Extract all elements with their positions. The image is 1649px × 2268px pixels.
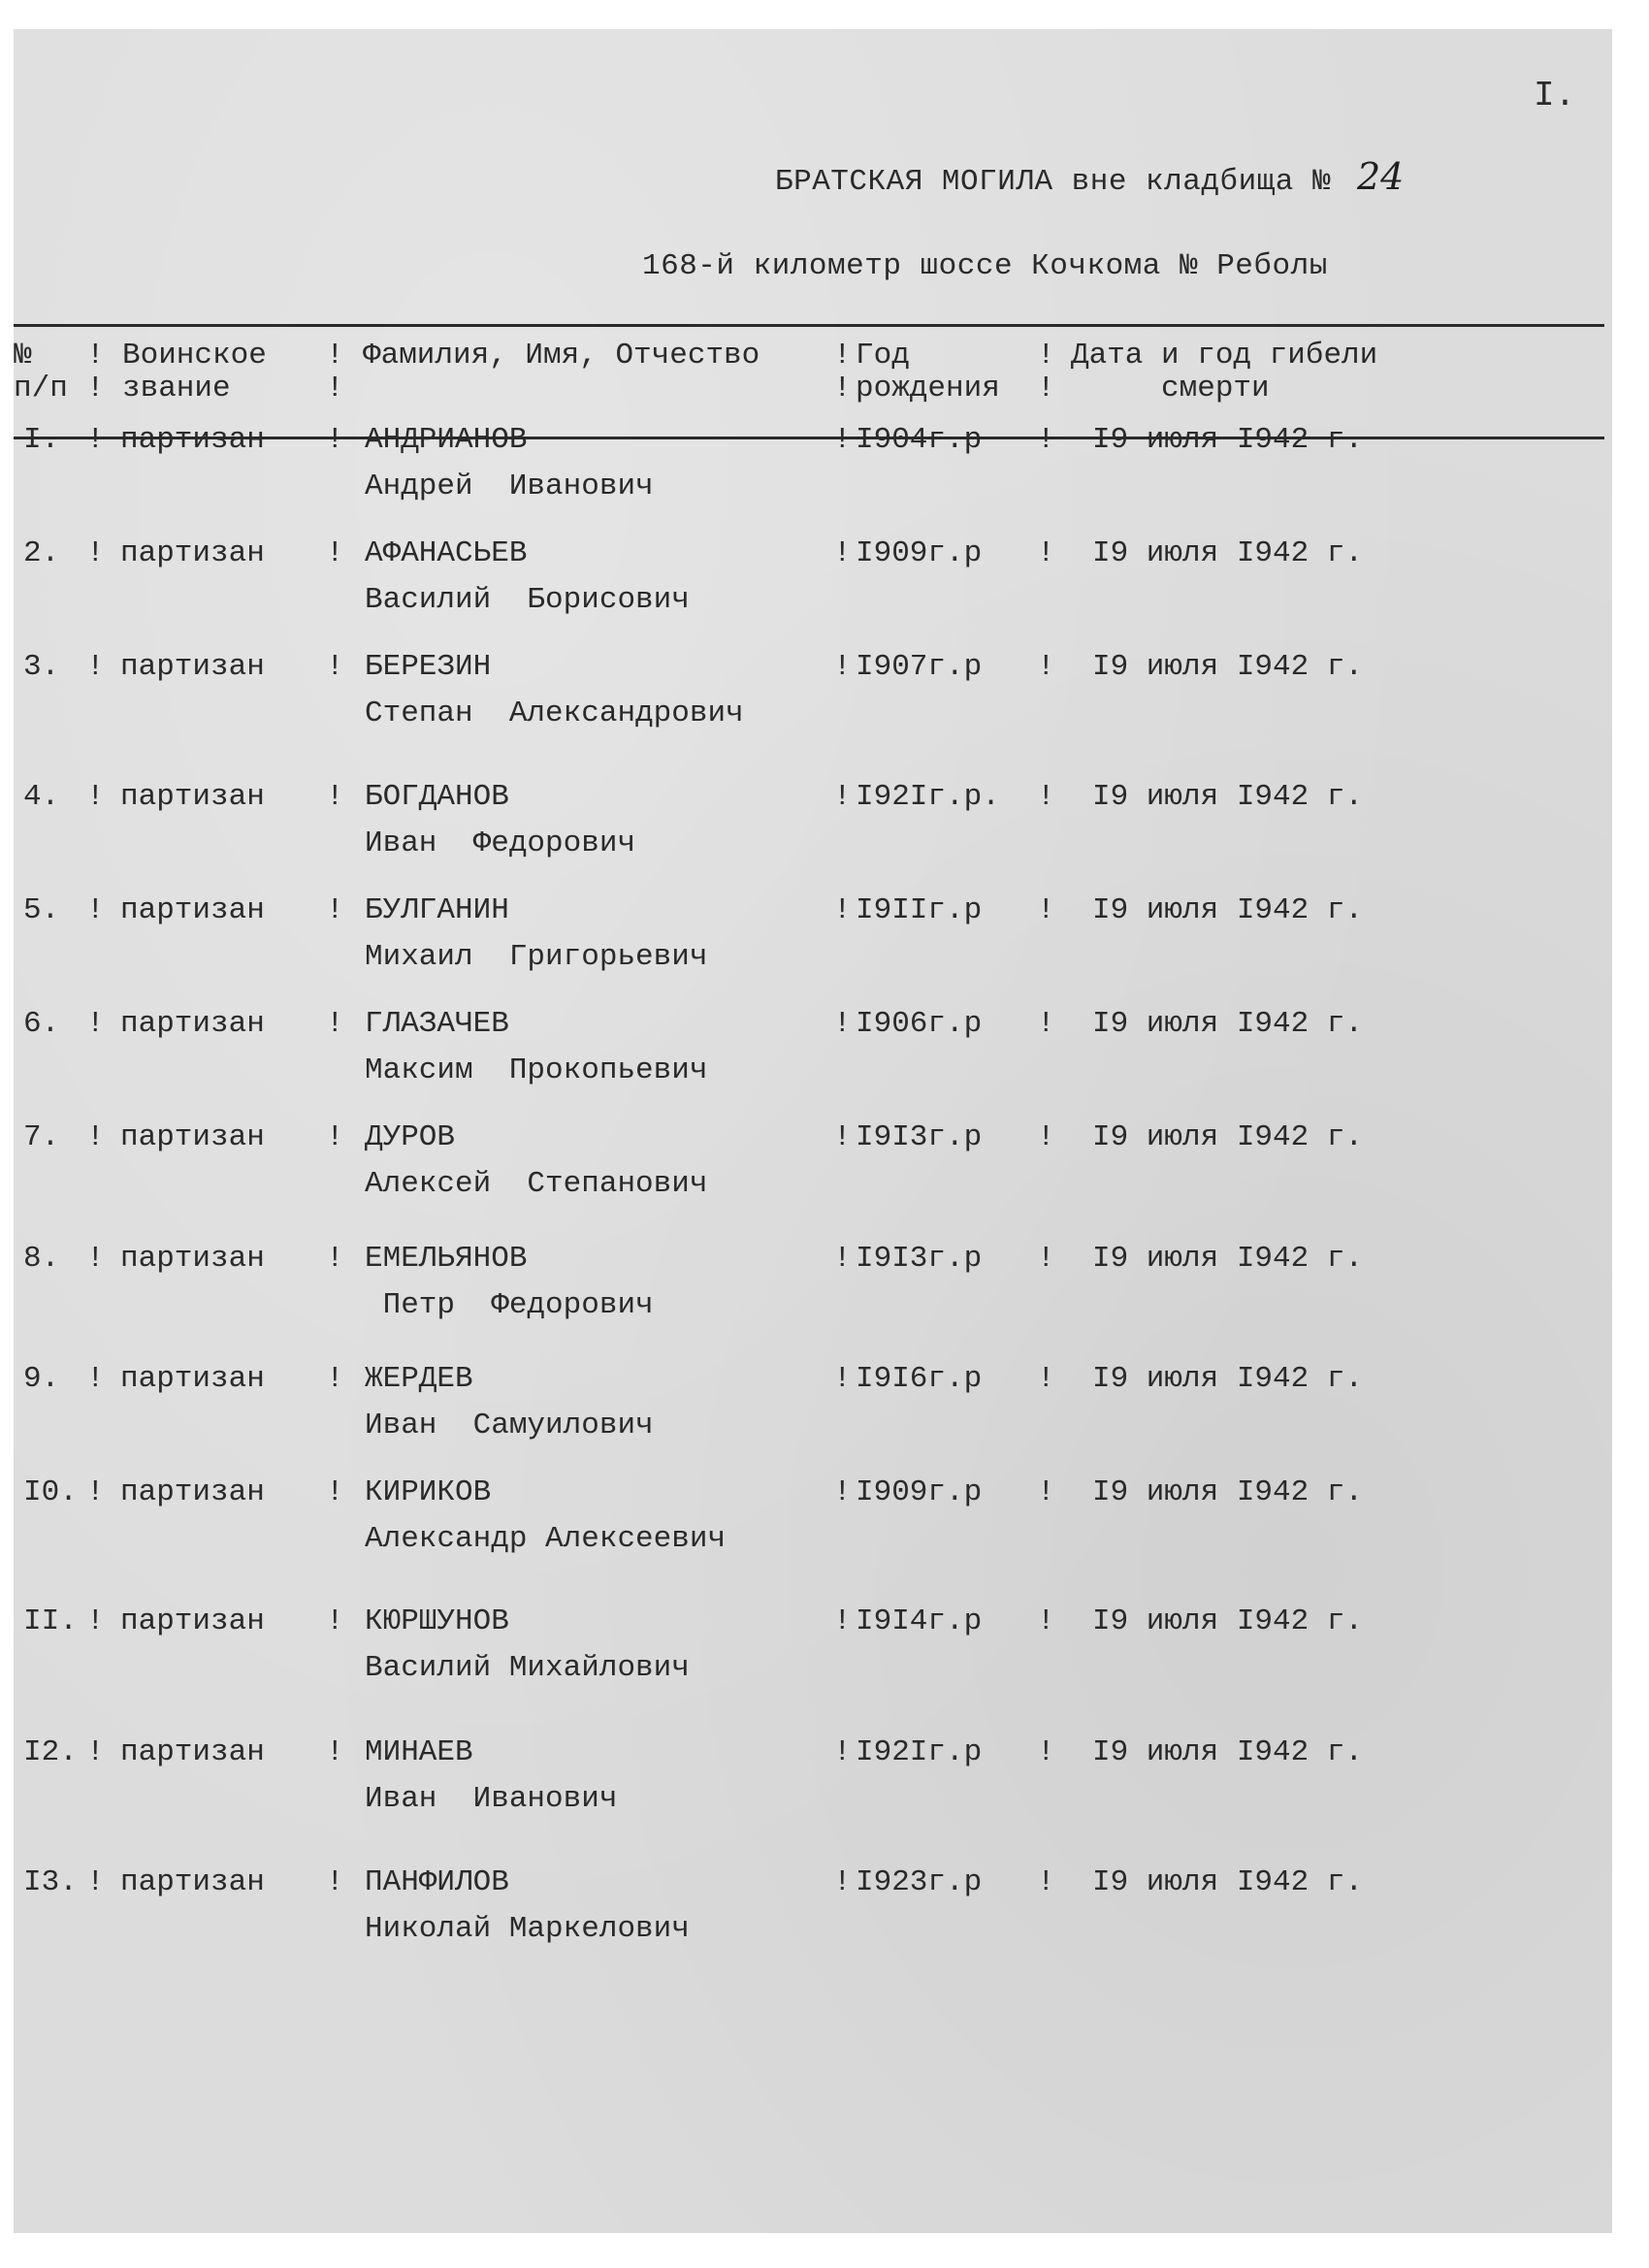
column-separator: ! bbox=[1037, 1865, 1055, 1899]
column-separator: ! bbox=[833, 1362, 852, 1396]
document-title: БРАТСКАЯ МОГИЛА вне кладбища № bbox=[775, 165, 1332, 199]
column-separator: ! bbox=[833, 1865, 852, 1899]
row-given-names: Иван Федорович bbox=[365, 826, 636, 860]
column-separator: ! bbox=[86, 1475, 105, 1509]
row-surname: ЖЕРДЕВ bbox=[365, 1362, 473, 1396]
row-birth-year: I9I6г.р bbox=[856, 1362, 983, 1396]
column-separator: ! bbox=[86, 893, 105, 927]
table-row bbox=[14, 1735, 1604, 1823]
row-given-names: Николай Маркелович bbox=[365, 1912, 690, 1946]
column-separator: ! bbox=[833, 1735, 852, 1769]
row-given-names: Василий Борисович bbox=[365, 583, 690, 617]
column-separator: ! bbox=[326, 1604, 344, 1638]
row-given-names: Алексей Степанович bbox=[365, 1167, 708, 1201]
table-row bbox=[14, 1242, 1604, 1329]
row-birth-year: I907г.р bbox=[856, 650, 983, 684]
row-given-names: Иван Иванович bbox=[365, 1782, 618, 1816]
row-birth-year: I92Iг.р bbox=[856, 1735, 983, 1769]
column-separator: ! bbox=[86, 536, 105, 570]
row-rank: партизан bbox=[120, 893, 265, 927]
column-separator: ! bbox=[833, 1604, 852, 1638]
row-number: 7. bbox=[23, 1120, 60, 1154]
column-separator: ! bbox=[326, 650, 344, 684]
row-rank: партизан bbox=[120, 780, 265, 814]
column-separator: ! bbox=[326, 536, 344, 570]
column-separator: ! bbox=[833, 1475, 852, 1509]
table-row bbox=[14, 1475, 1604, 1563]
table-row bbox=[14, 423, 1604, 510]
row-birth-year: I909г.р bbox=[856, 536, 983, 570]
row-number: I0. bbox=[23, 1475, 78, 1509]
row-surname: БЕРЕЗИН bbox=[365, 650, 492, 684]
row-number: 8. bbox=[23, 1242, 60, 1276]
row-number: 4. bbox=[23, 780, 60, 814]
row-given-names: Василий Михайлович bbox=[365, 1651, 690, 1685]
grave-number-handwritten: 24 bbox=[1357, 155, 1405, 198]
row-death-date: I9 июля I942 г. bbox=[1092, 1475, 1364, 1509]
column-separator: ! bbox=[1037, 536, 1055, 570]
column-separator: ! bbox=[326, 1475, 344, 1509]
row-rank: партизан bbox=[120, 1865, 265, 1899]
row-death-date: I9 июля I942 г. bbox=[1092, 423, 1364, 457]
row-birth-year: I923г.р bbox=[856, 1865, 983, 1899]
column-separator: ! bbox=[1037, 1242, 1055, 1276]
row-number: 3. bbox=[23, 650, 60, 684]
row-number: 2. bbox=[23, 536, 60, 570]
column-separator: ! bbox=[1037, 1604, 1055, 1638]
column-separator: ! bbox=[833, 1007, 852, 1041]
table-row bbox=[14, 780, 1604, 867]
row-surname: ПАНФИЛОВ bbox=[365, 1865, 509, 1899]
row-surname: МИНАЕВ bbox=[365, 1735, 473, 1769]
row-death-date: I9 июля I942 г. bbox=[1092, 1242, 1364, 1276]
column-separator: ! bbox=[86, 1735, 105, 1769]
row-birth-year: I9I4г.р bbox=[856, 1604, 983, 1638]
column-separator: ! bbox=[1037, 1362, 1055, 1396]
row-surname: АНДРИАНОВ bbox=[365, 423, 528, 457]
column-separator: ! bbox=[86, 1007, 105, 1041]
row-death-date: I9 июля I942 г. bbox=[1092, 780, 1364, 814]
header-number: № п/п bbox=[14, 339, 68, 405]
row-birth-year: I9IIг.р bbox=[856, 893, 983, 927]
column-separator: ! bbox=[326, 780, 344, 814]
page-number: I. bbox=[1534, 76, 1576, 115]
column-separator: ! bbox=[86, 780, 105, 814]
table-row bbox=[14, 1120, 1604, 1208]
header-birth-year: Год рождения bbox=[856, 339, 1000, 405]
column-separator: ! bbox=[833, 650, 852, 684]
row-death-date: I9 июля I942 г. bbox=[1092, 1362, 1364, 1396]
row-birth-year: I906г.р bbox=[856, 1007, 983, 1041]
column-separator: ! bbox=[1037, 1475, 1055, 1509]
table-row bbox=[14, 1865, 1604, 1953]
row-birth-year: I9I3г.р bbox=[856, 1242, 983, 1276]
row-given-names: Иван Самуилович bbox=[365, 1409, 654, 1442]
column-separator: ! bbox=[833, 1242, 852, 1276]
header-name: Фамилия, Имя, Отчество bbox=[363, 339, 760, 373]
row-given-names: Михаил Григорьевич bbox=[365, 940, 708, 974]
row-given-names: Степан Александрович bbox=[365, 697, 744, 730]
column-separator: ! bbox=[326, 1120, 344, 1154]
row-number: I3. bbox=[23, 1865, 78, 1899]
row-rank: партизан bbox=[120, 423, 265, 457]
row-death-date: I9 июля I942 г. bbox=[1092, 1007, 1364, 1041]
row-given-names: Максим Прокопьевич bbox=[365, 1053, 708, 1087]
row-death-date: I9 июля I942 г. bbox=[1092, 536, 1364, 570]
column-separator: ! bbox=[86, 423, 105, 457]
header-sep-2: ! ! bbox=[326, 339, 344, 405]
row-death-date: I9 июля I942 г. bbox=[1092, 650, 1364, 684]
column-separator: ! bbox=[326, 423, 344, 457]
document-sheet bbox=[14, 29, 1612, 2233]
row-rank: партизан bbox=[120, 1735, 265, 1769]
table-row bbox=[14, 893, 1604, 981]
row-surname: БОГДАНОВ bbox=[365, 780, 509, 814]
row-number: I2. bbox=[23, 1735, 78, 1769]
row-rank: партизан bbox=[120, 1604, 265, 1638]
row-surname: ГЛАЗАЧЕВ bbox=[365, 1007, 509, 1041]
column-separator: ! bbox=[833, 423, 852, 457]
header-sep-3: ! ! bbox=[833, 339, 852, 405]
row-rank: партизан bbox=[120, 650, 265, 684]
column-separator: ! bbox=[1037, 650, 1055, 684]
table-top-rule bbox=[14, 324, 1604, 327]
row-death-date: I9 июля I942 г. bbox=[1092, 1865, 1364, 1899]
row-surname: ДУРОВ bbox=[365, 1120, 456, 1154]
header-sep-1: ! ! bbox=[86, 339, 105, 405]
row-birth-year: I904г.р bbox=[856, 423, 983, 457]
row-number: 6. bbox=[23, 1007, 60, 1041]
row-given-names: Андрей Иванович bbox=[365, 470, 654, 503]
row-death-date: I9 июля I942 г. bbox=[1092, 1604, 1364, 1638]
header-sep-4: ! ! bbox=[1037, 339, 1055, 405]
column-separator: ! bbox=[326, 893, 344, 927]
row-surname: КЮРШУНОВ bbox=[365, 1604, 509, 1638]
row-given-names: Александр Алексеевич bbox=[365, 1522, 727, 1556]
column-separator: ! bbox=[1037, 1735, 1055, 1769]
row-rank: партизан bbox=[120, 1120, 265, 1154]
row-number: II. bbox=[23, 1604, 78, 1638]
row-surname: КИРИКОВ bbox=[365, 1475, 492, 1509]
column-separator: ! bbox=[86, 1865, 105, 1899]
row-surname: ЕМЕЛЬЯНОВ bbox=[365, 1242, 528, 1276]
row-surname: БУЛГАНИН bbox=[365, 893, 509, 927]
column-separator: ! bbox=[326, 1242, 344, 1276]
column-separator: ! bbox=[833, 536, 852, 570]
column-separator: ! bbox=[1037, 1120, 1055, 1154]
row-rank: партизан bbox=[120, 536, 265, 570]
table-row bbox=[14, 536, 1604, 624]
column-separator: ! bbox=[326, 1007, 344, 1041]
row-rank: партизан bbox=[120, 1007, 265, 1041]
column-separator: ! bbox=[86, 1604, 105, 1638]
column-separator: ! bbox=[326, 1362, 344, 1396]
column-separator: ! bbox=[833, 780, 852, 814]
row-birth-year: I92Iг.р. bbox=[856, 780, 1000, 814]
row-number: 5. bbox=[23, 893, 60, 927]
column-separator: ! bbox=[1037, 780, 1055, 814]
column-separator: ! bbox=[86, 650, 105, 684]
column-separator: ! bbox=[86, 1242, 105, 1276]
header-rank: Воинское звание bbox=[122, 339, 267, 405]
row-birth-year: I9I3г.р bbox=[856, 1120, 983, 1154]
header-death-date: Дата и год гибели смерти bbox=[1071, 339, 1378, 405]
table-row bbox=[14, 650, 1604, 737]
column-separator: ! bbox=[1037, 1007, 1055, 1041]
column-separator: ! bbox=[86, 1120, 105, 1154]
column-separator: ! bbox=[833, 893, 852, 927]
row-rank: партизан bbox=[120, 1362, 265, 1396]
row-death-date: I9 июля I942 г. bbox=[1092, 1120, 1364, 1154]
column-separator: ! bbox=[1037, 423, 1055, 457]
column-separator: ! bbox=[326, 1865, 344, 1899]
column-separator: ! bbox=[833, 1120, 852, 1154]
location-subtitle: 168-й километр шоссе Кочкома № Реболы bbox=[642, 249, 1328, 283]
column-separator: ! bbox=[86, 1362, 105, 1396]
column-separator: ! bbox=[326, 1735, 344, 1769]
table-row bbox=[14, 1604, 1604, 1692]
row-death-date: I9 июля I942 г. bbox=[1092, 893, 1364, 927]
row-birth-year: I909г.р bbox=[856, 1475, 983, 1509]
table-row bbox=[14, 1007, 1604, 1094]
row-surname: АФАНАСЬЕВ bbox=[365, 536, 528, 570]
table-row bbox=[14, 1362, 1604, 1449]
row-given-names: Петр Федорович bbox=[365, 1288, 654, 1322]
row-rank: партизан bbox=[120, 1475, 265, 1509]
row-number: I. bbox=[23, 423, 60, 457]
row-rank: партизан bbox=[120, 1242, 265, 1276]
row-number: 9. bbox=[23, 1362, 60, 1396]
row-death-date: I9 июля I942 г. bbox=[1092, 1735, 1364, 1769]
column-separator: ! bbox=[1037, 893, 1055, 927]
